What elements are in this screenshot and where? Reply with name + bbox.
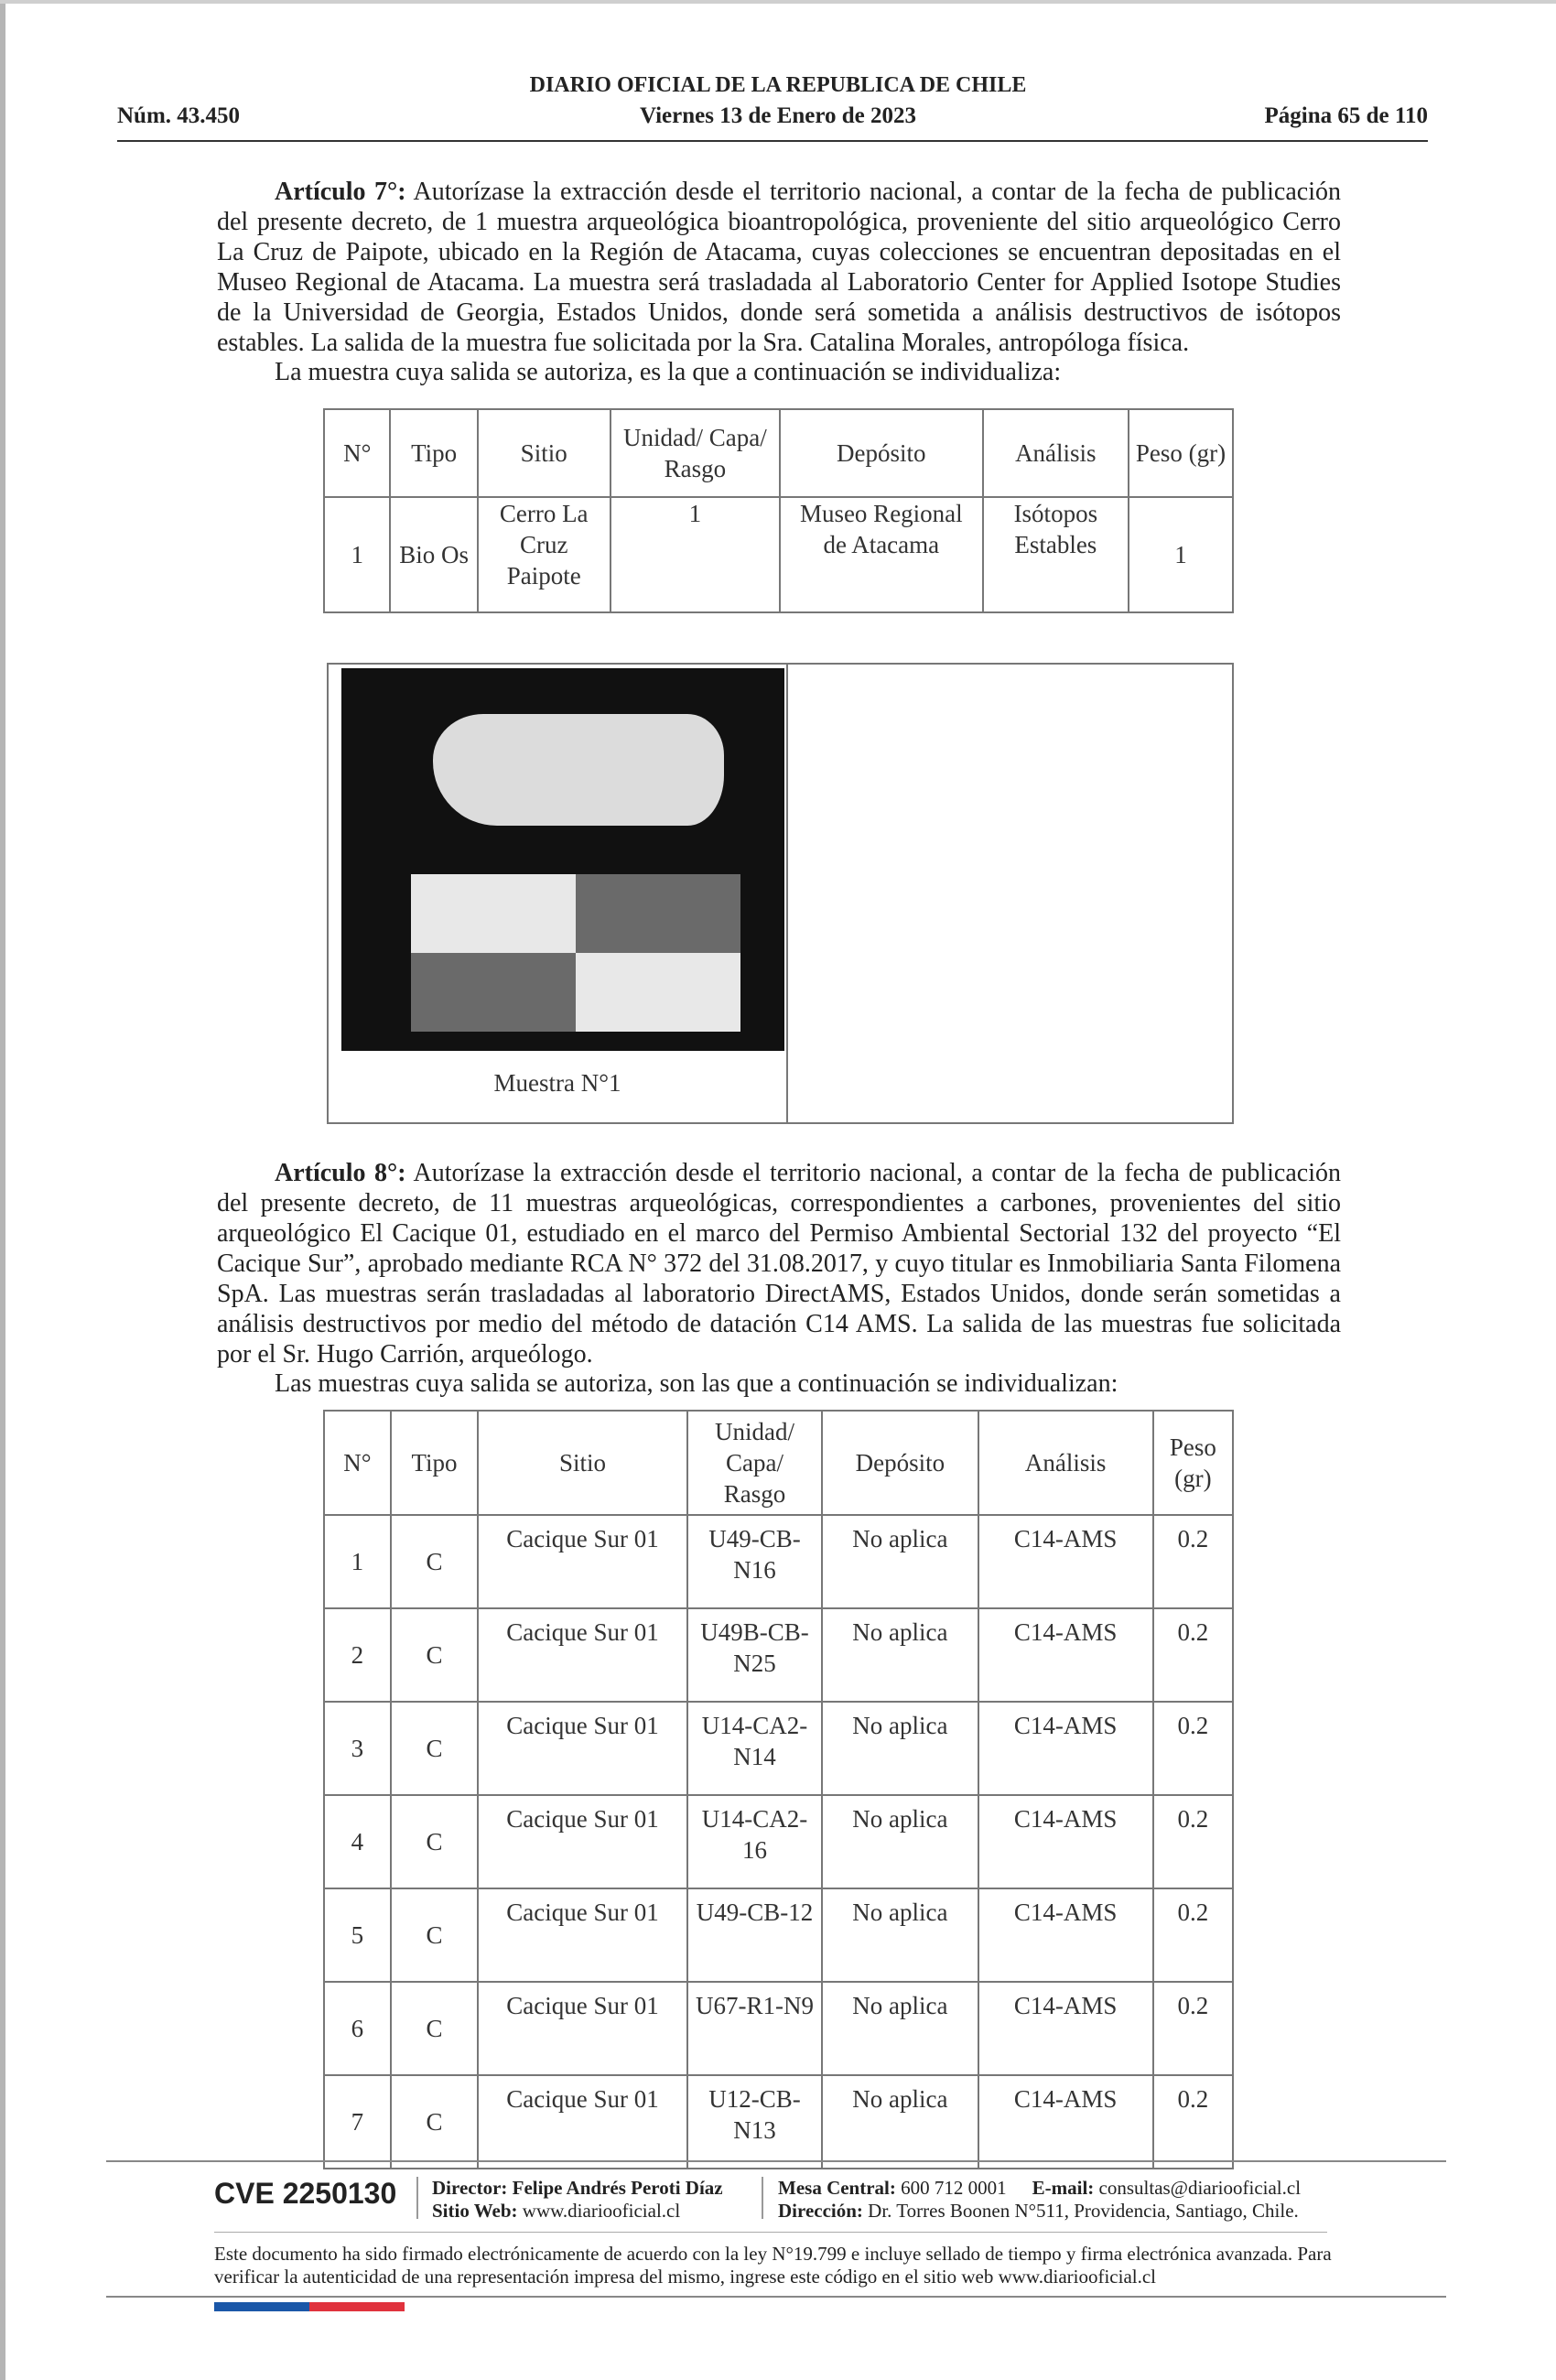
col-header-number: N° — [324, 409, 390, 497]
cell-type: C — [391, 1888, 479, 1982]
footer-contact-block — [778, 2177, 1301, 2223]
cell-deposit: No aplica — [822, 1608, 978, 1702]
footer-bottom-rule — [106, 2296, 1446, 2298]
col-header-site: Sitio — [478, 409, 611, 497]
issue-number: Núm. 43.450 — [117, 103, 241, 128]
cell-weight: 0.2 — [1153, 1608, 1233, 1702]
cell-unit: U49B-CB-N25 — [687, 1608, 822, 1702]
bone-sample-image — [433, 714, 724, 826]
article-8-body: Autorízase la extracción desde el territorio nacional, a contar de la fecha de publicación del presente decreto, de 11 muestras arqueológicas, correspondientes a carbones, provenientes del sitio arqueológico El Cacique 01, estudiado en el marco del Permiso Ambiental Sectorial 132 del proyecto “El Cacique Sur”, aprobado mediante RCA N° 372 del 31.08.2017, y cuyo titular es Inmobiliaria Santa Filomena SpA. Las muestras serán trasladadas al laboratorio DirectAMS, Estados Unidos, donde serán sometidas a análisis destructivos por medio del método de datación C14 AMS. La salida de las muestras fue solicitada por el Sr. Hugo Carrión, arqueólogo. — [217, 1159, 1341, 1368]
article-7-lead: Artículo 7°: — [275, 178, 406, 206]
cell-unit: 1 — [611, 497, 780, 612]
article-7-body: Autorízase la extracción desde el territorio nacional, a contar de la fecha de publicación del presente decreto, de 1 muestra arqueológica bioantropológica, proveniente del sitio arqueológico Cerro La Cruz de Paipote, ubicado en la Región de Atacama, cuyas colecciones se encuentran depositadas en el Museo Regional de Atacama. La muestra será trasladada al Laboratorio Center for Applied Isotope Studies de la Universidad de Georgia, Estados Unidos, donde será sometida a análisis destructivos de isótopos estables. La salida de la muestra fue solicitada por la Sra. Catalina Morales, antropóloga física. — [217, 178, 1341, 357]
cell-number: 7 — [324, 2075, 391, 2169]
cell-type: C — [391, 1515, 479, 1608]
cell-analysis: C14-AMS — [978, 2075, 1153, 2169]
cell-type: C — [391, 1982, 479, 2075]
page-number: Página 65 de 110 — [1264, 103, 1428, 128]
cell-analysis: C14-AMS — [978, 1702, 1153, 1795]
cell-deposit: No aplica — [822, 2075, 978, 2169]
cell-type: Bio Os — [390, 497, 477, 612]
email-label: E-mail: — [1032, 2177, 1095, 2199]
flag-stripe-blue — [214, 2302, 309, 2311]
cell-site: Cacique Sur 01 — [478, 1795, 687, 1888]
cell-analysis: C14-AMS — [978, 1795, 1153, 1888]
col-header-deposit: Depósito — [822, 1411, 978, 1515]
issue-date: Viernes 13 de Enero de 2023 — [639, 103, 917, 128]
article-7-table — [323, 408, 1234, 613]
col-header-unit: Unidad/ Capa/ Rasgo — [687, 1411, 822, 1515]
cell-number: 1 — [324, 1515, 391, 1608]
director-label: Director: — [432, 2177, 508, 2199]
footer-rule — [106, 2160, 1446, 2162]
email-link[interactable]: consultas@diariooficial.cl — [1098, 2177, 1302, 2199]
cell-analysis: C14-AMS — [978, 1888, 1153, 1982]
cell-analysis: C14-AMS — [978, 1608, 1153, 1702]
table-row — [324, 1982, 1233, 2075]
cell-weight: 0.2 — [1153, 1515, 1233, 1608]
cell-type: C — [391, 2075, 479, 2169]
table-row — [324, 1888, 1233, 1982]
signature-notice: Este documento ha sido firmado electrónicamente de acuerdo con la ley N°19.799 e incluye sellado de tiempo y firma electrónica avanzada. Para verificar la autenticidad de una representación impresa del mismo, ingrese este código en el sitio web www.diariooficial.cl — [214, 2243, 1332, 2288]
cell-type: C — [391, 1702, 479, 1795]
cell-weight: 1 — [1129, 497, 1233, 612]
cell-number: 3 — [324, 1702, 391, 1795]
table-row — [324, 497, 1233, 612]
cell-deposit: No aplica — [822, 1888, 978, 1982]
cell-type: C — [391, 1608, 479, 1702]
cve-code: CVE 2250130 — [214, 2177, 397, 2210]
page-edge — [0, 0, 5, 2380]
cell-site: Cacique Sur 01 — [478, 1515, 687, 1608]
footer-separator — [416, 2177, 418, 2219]
phone-label: Mesa Central: — [778, 2177, 896, 2199]
scale-checkerboard — [411, 874, 740, 1032]
article-7-intro: La muestra cuya salida se autoriza, es la que a continuación se individualiza: — [275, 358, 1062, 386]
cell-analysis: C14-AMS — [978, 1982, 1153, 2075]
cell-site: Cacique Sur 01 — [478, 2075, 687, 2169]
col-header-weight: Peso (gr) — [1129, 409, 1233, 497]
cell-number: 2 — [324, 1608, 391, 1702]
article-7-paragraph — [217, 177, 1341, 358]
address-value: Dr. Torres Boonen N°511, Providencia, Santiago, Chile. — [868, 2200, 1299, 2222]
table-header-row — [324, 1411, 1233, 1515]
cell-number: 5 — [324, 1888, 391, 1982]
director-name: Felipe Andrés Peroti Díaz — [512, 2177, 723, 2199]
web-link[interactable]: www.diariooficial.cl — [522, 2200, 681, 2222]
table-row — [324, 1608, 1233, 1702]
photo-caption: Muestra N°1 — [493, 1069, 621, 1097]
header-rule — [117, 140, 1428, 142]
cell-unit: U14-CA2-N14 — [687, 1702, 822, 1795]
cell-weight: 0.2 — [1153, 1795, 1233, 1888]
table-row — [324, 1702, 1233, 1795]
table-row — [324, 2075, 1233, 2169]
article-8-intro: Las muestras cuya salida se autoriza, son las que a continuación se individualizan: — [275, 1369, 1118, 1398]
cell-deposit: No aplica — [822, 1795, 978, 1888]
col-header-weight: Peso (gr) — [1153, 1411, 1233, 1515]
col-header-deposit: Depósito — [780, 409, 983, 497]
col-header-analysis: Análisis — [983, 409, 1129, 497]
article-8-paragraph — [217, 1158, 1341, 1369]
photo-box-divider — [786, 665, 788, 1122]
cell-deposit: No aplica — [822, 1702, 978, 1795]
flag-stripe-red — [309, 2302, 405, 2311]
table-header-row — [324, 409, 1233, 497]
cell-site: Cacique Sur 01 — [478, 1702, 687, 1795]
cell-unit: U67-R1-N9 — [687, 1982, 822, 2075]
table-row — [324, 1515, 1233, 1608]
cell-unit: U14-CA2-16 — [687, 1795, 822, 1888]
sample-photo — [341, 668, 784, 1051]
sample-photo-box — [327, 663, 1234, 1124]
cell-unit: U12-CB-N13 — [687, 2075, 822, 2169]
col-header-analysis: Análisis — [978, 1411, 1153, 1515]
address-label: Dirección: — [778, 2200, 863, 2222]
cell-analysis: C14-AMS — [978, 1515, 1153, 1608]
cell-deposit: Museo Regional de Atacama — [780, 497, 983, 612]
footer-thin-rule — [214, 2232, 1327, 2233]
cell-number: 6 — [324, 1982, 391, 2075]
table-row — [324, 1795, 1233, 1888]
cell-weight: 0.2 — [1153, 2075, 1233, 2169]
cell-unit: U49-CB-12 — [687, 1888, 822, 1982]
gazette-title: DIARIO OFICIAL DE LA REPUBLICA DE CHILE — [529, 73, 1027, 97]
cell-site: Cacique Sur 01 — [478, 1888, 687, 1982]
cell-weight: 0.2 — [1153, 1888, 1233, 1982]
cell-number: 1 — [324, 497, 390, 612]
phone-value: 600 712 0001 — [901, 2177, 1007, 2199]
cell-deposit: No aplica — [822, 1982, 978, 2075]
col-header-number: N° — [324, 1411, 391, 1515]
footer-separator — [762, 2177, 763, 2219]
cell-type: C — [391, 1795, 479, 1888]
cell-number: 4 — [324, 1795, 391, 1888]
footer-director-block — [432, 2177, 723, 2223]
cell-deposit: No aplica — [822, 1515, 978, 1608]
col-header-type: Tipo — [391, 1411, 479, 1515]
article-8-lead: Artículo 8°: — [275, 1159, 406, 1187]
col-header-site: Sitio — [478, 1411, 687, 1515]
col-header-unit: Unidad/ Capa/ Rasgo — [611, 409, 780, 497]
col-header-type: Tipo — [390, 409, 477, 497]
cell-analysis: Isótopos Estables — [983, 497, 1129, 612]
cell-site: Cacique Sur 01 — [478, 1982, 687, 2075]
cell-weight: 0.2 — [1153, 1982, 1233, 2075]
cell-site: Cacique Sur 01 — [478, 1608, 687, 1702]
cell-unit: U49-CB-N16 — [687, 1515, 822, 1608]
article-8-table — [323, 1410, 1234, 2169]
cell-site: Cerro La Cruz Paipote — [478, 497, 611, 612]
cell-weight: 0.2 — [1153, 1702, 1233, 1795]
web-label: Sitio Web: — [432, 2200, 518, 2222]
page-edge-top — [0, 0, 1556, 4]
